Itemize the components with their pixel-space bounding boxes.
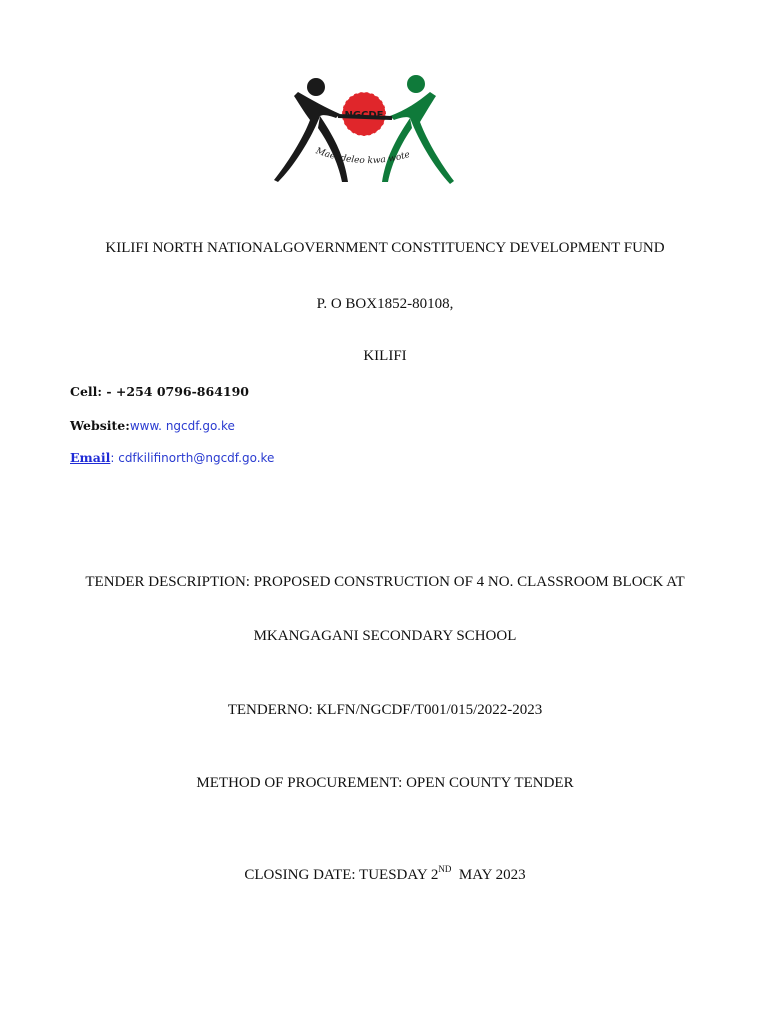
website-link[interactable]: www. ngcdf.go.ke: [129, 419, 235, 433]
po-box: P. O BOX1852-80108,: [316, 296, 454, 312]
website-line: [70, 418, 235, 434]
closing-date-suffix: MAY 2023: [451, 867, 526, 883]
tender-description-line1: TENDER DESCRIPTION: PROPOSED CONSTRUCTION OF 4 NO. CLASSROOM BLOCK AT: [85, 574, 685, 590]
tender-number: TENDERNO: KLFN/NGCDF/T001/015/2022-2023: [227, 702, 543, 718]
email-link[interactable]: : cdfkilifinorth@ngcdf.go.ke: [110, 451, 275, 465]
website-label: Website:: [70, 418, 130, 433]
email-label[interactable]: Email: [70, 450, 111, 465]
cell-text: Cell: - +254 0796-864190: [70, 384, 249, 399]
ngcdf-logo: [268, 70, 456, 188]
closing-date-ordinal: ND: [438, 864, 452, 874]
closing-date-prefix: CLOSING DATE: TUESDAY 2: [244, 867, 439, 883]
cell-line: [70, 384, 249, 400]
logo-left-figure-head: [307, 78, 325, 96]
logo-badge-text: NGCDF: [344, 110, 384, 121]
closing-date: [0, 865, 770, 884]
organization-name: KILIFI NORTH NATIONALGOVERNMENT CONSTITUENCY DEVELOPMENT FUND: [105, 240, 665, 256]
tender-description-line2: MKANGAGANI SECONDARY SCHOOL: [253, 628, 517, 644]
procurement-method: METHOD OF PROCUREMENT: OPEN COUNTY TENDER: [196, 775, 574, 791]
logo-motto: Maendeleo kwa wote: [314, 146, 412, 167]
email-line: [70, 450, 274, 466]
town: KILIFI: [363, 348, 407, 364]
logo-right-figure-head: [407, 75, 425, 93]
